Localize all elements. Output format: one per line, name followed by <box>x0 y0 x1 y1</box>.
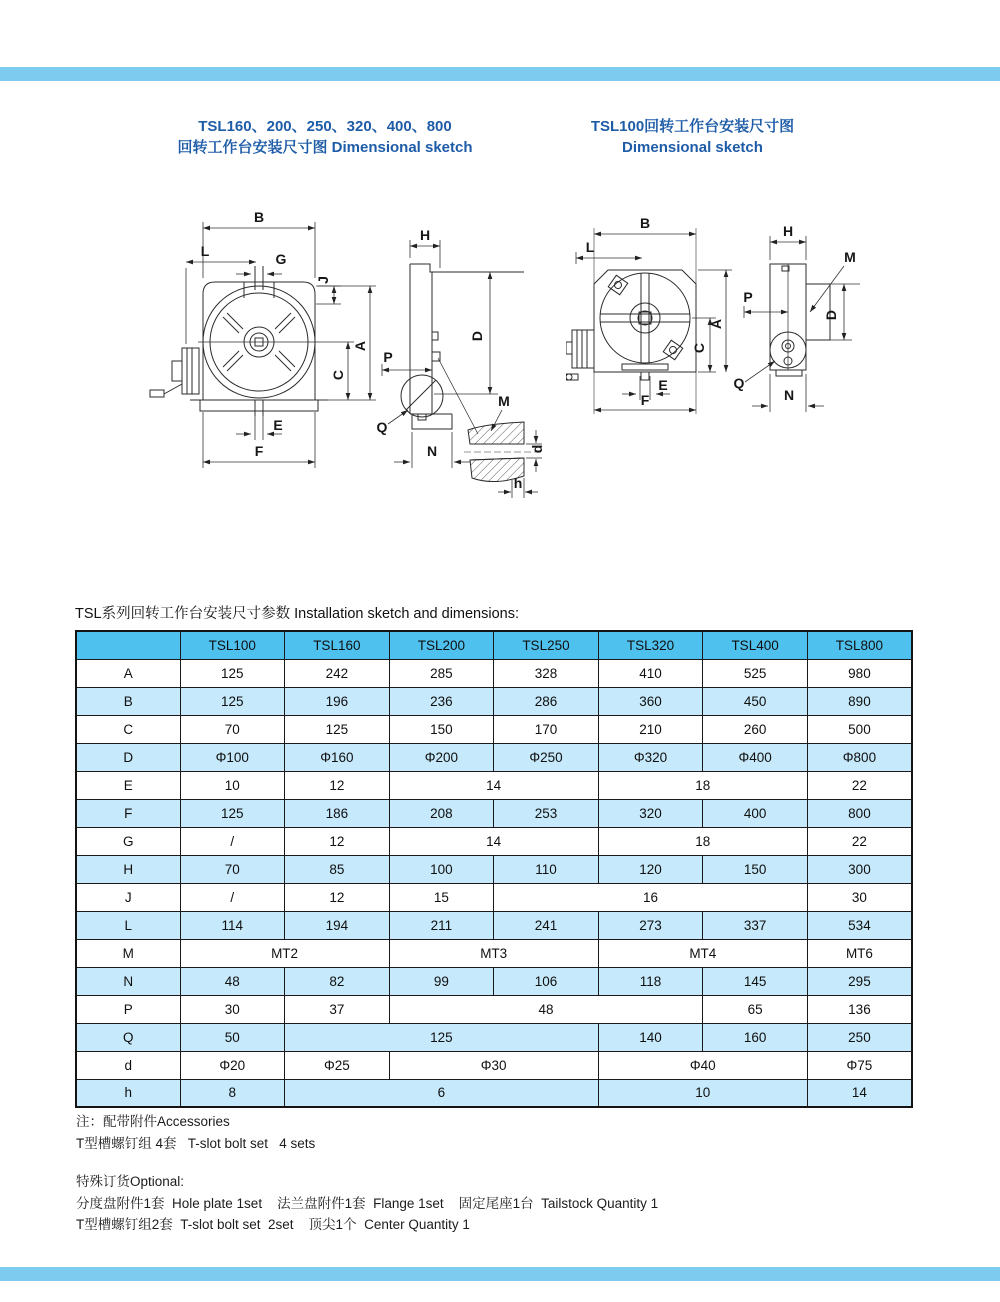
value-cell: Φ20 <box>180 1051 285 1079</box>
value-cell: 250 <box>807 1023 912 1051</box>
dim-label-G: G <box>275 251 287 267</box>
dim-label-P: P <box>743 289 753 305</box>
table-row <box>76 715 912 743</box>
row-label: d <box>76 1051 180 1079</box>
value-cell: 30 <box>180 995 285 1023</box>
value-cell: 980 <box>807 659 912 687</box>
front-view-small-drawing <box>566 214 736 419</box>
value-cell: MT6 <box>807 939 912 967</box>
dim-label-C: C <box>330 369 346 381</box>
value-cell: 120 <box>598 855 703 883</box>
dim-label-C: C <box>691 342 707 354</box>
dim-label-A: A <box>352 340 368 352</box>
value-cell: 18 <box>598 827 807 855</box>
value-cell: 110 <box>494 855 599 883</box>
value-cell: Φ250 <box>494 743 599 771</box>
table-row <box>76 967 912 995</box>
dim-label-A: A <box>708 318 724 330</box>
value-cell: 194 <box>285 911 390 939</box>
value-cell: 136 <box>807 995 912 1023</box>
value-cell: 273 <box>598 911 703 939</box>
table-row <box>76 911 912 939</box>
dim-label-B: B <box>253 209 265 225</box>
value-cell: 48 <box>180 967 285 995</box>
front-view-large-drawing <box>148 198 398 488</box>
value-cell: 99 <box>389 967 494 995</box>
value-cell: 211 <box>389 911 494 939</box>
value-cell: 890 <box>807 687 912 715</box>
table-row <box>76 939 912 967</box>
value-cell: 22 <box>807 827 912 855</box>
table-row <box>76 687 912 715</box>
dim-label-L: L <box>200 243 210 259</box>
value-cell: 525 <box>703 659 808 687</box>
value-cell: 260 <box>703 715 808 743</box>
row-label: C <box>76 715 180 743</box>
row-label: E <box>76 771 180 799</box>
note-optional-line1: 分度盘附件1套 Hole plate 1set 法兰盘附件1套 Flange 1set 固定尾座1台 Tailstock Quantity 1 <box>76 1196 659 1211</box>
value-cell: 10 <box>180 771 285 799</box>
value-cell: / <box>180 883 285 911</box>
value-cell: 170 <box>494 715 599 743</box>
value-cell: 125 <box>180 687 285 715</box>
value-cell: 800 <box>807 799 912 827</box>
dim-label-Q: Q <box>733 375 745 391</box>
dimensions-table <box>75 630 913 1108</box>
value-cell: 328 <box>494 659 599 687</box>
dim-label-d: d <box>529 444 545 454</box>
dim-label-F: F <box>640 392 650 408</box>
row-label: N <box>76 967 180 995</box>
dim-label-N: N <box>783 387 795 403</box>
value-cell: 140 <box>598 1023 703 1051</box>
value-cell: 114 <box>180 911 285 939</box>
sketch-front-view-small <box>566 214 736 424</box>
side-view-small-drawing <box>732 220 882 420</box>
value-cell: 360 <box>598 687 703 715</box>
bottom-accent-bar <box>0 1267 1000 1281</box>
value-cell: Φ800 <box>807 743 912 771</box>
table-row <box>76 1079 912 1107</box>
value-cell: 160 <box>703 1023 808 1051</box>
table-row <box>76 799 912 827</box>
row-label: D <box>76 743 180 771</box>
value-cell: 208 <box>389 799 494 827</box>
value-cell: 242 <box>285 659 390 687</box>
dim-label-L: L <box>585 239 595 255</box>
value-cell: 50 <box>180 1023 285 1051</box>
value-cell: 295 <box>807 967 912 995</box>
value-cell: 70 <box>180 855 285 883</box>
dim-label-J: J <box>315 276 331 284</box>
value-cell: 286 <box>494 687 599 715</box>
value-cell: MT2 <box>180 939 389 967</box>
row-label: H <box>76 855 180 883</box>
value-cell: Φ200 <box>389 743 494 771</box>
dim-label-M: M <box>844 249 856 265</box>
column-header: TSL200 <box>389 631 494 659</box>
dim-label-Q: Q <box>376 419 388 435</box>
value-cell: Φ30 <box>389 1051 598 1079</box>
value-cell: 82 <box>285 967 390 995</box>
table-row <box>76 883 912 911</box>
column-header: TSL100 <box>180 631 285 659</box>
heading-tsl100 <box>525 116 860 158</box>
note-optional-title: 特殊订货Optional: <box>76 1174 185 1189</box>
dim-label-h: h <box>513 475 523 491</box>
dim-label-B: B <box>639 215 651 231</box>
table-title: TSL系列回转工作台安装尺寸参数 Installation sketch and dimensions: <box>75 606 519 622</box>
value-cell: 12 <box>285 883 390 911</box>
row-label: F <box>76 799 180 827</box>
value-cell: 125 <box>285 715 390 743</box>
value-cell: 65 <box>703 995 808 1023</box>
value-cell: MT3 <box>389 939 598 967</box>
dim-label-D: D <box>823 309 839 321</box>
row-label: B <box>76 687 180 715</box>
value-cell: MT4 <box>598 939 807 967</box>
value-cell: 450 <box>703 687 808 715</box>
value-cell: 106 <box>494 967 599 995</box>
row-label: J <box>76 883 180 911</box>
note-accessories-line2: T型槽螺钉组 4套 T-slot bolt set 4 sets <box>76 1136 316 1151</box>
table-row <box>76 771 912 799</box>
value-cell: 14 <box>389 827 598 855</box>
table-row <box>76 827 912 855</box>
value-cell: 70 <box>180 715 285 743</box>
dims-header-row <box>76 631 912 659</box>
value-cell: 30 <box>807 883 912 911</box>
side-view-large-drawing <box>372 224 547 504</box>
value-cell: 125 <box>180 659 285 687</box>
top-accent-bar <box>0 67 1000 81</box>
row-label: M <box>76 939 180 967</box>
value-cell: 48 <box>389 995 703 1023</box>
value-cell: Φ160 <box>285 743 390 771</box>
value-cell: 241 <box>494 911 599 939</box>
note-optional-line2: T型槽螺钉组2套 T-slot bolt set 2set 顶尖1个 Center Quantity 1 <box>76 1217 470 1232</box>
dim-label-M: M <box>498 393 510 409</box>
table-row <box>76 995 912 1023</box>
heading-tsl160-series <box>130 116 520 158</box>
value-cell: 337 <box>703 911 808 939</box>
value-cell: 85 <box>285 855 390 883</box>
value-cell: Φ400 <box>703 743 808 771</box>
dim-label-N: N <box>426 443 438 459</box>
value-cell: 210 <box>598 715 703 743</box>
dims-body <box>76 659 912 1107</box>
value-cell: 22 <box>807 771 912 799</box>
value-cell: 125 <box>180 799 285 827</box>
sketch-front-view-large <box>148 198 398 493</box>
table-row <box>76 855 912 883</box>
value-cell: 15 <box>389 883 494 911</box>
column-header: TSL160 <box>285 631 390 659</box>
table-row <box>76 1051 912 1079</box>
heading-line1: TSL160、200、250、320、400、800 <box>198 118 452 135</box>
dim-label-H: H <box>782 223 794 239</box>
dim-label-H: H <box>419 227 431 243</box>
dim-label-E: E <box>658 377 668 393</box>
value-cell: 400 <box>703 799 808 827</box>
row-label: Q <box>76 1023 180 1051</box>
table-row <box>76 743 912 771</box>
heading-line2: Dimensional sketch <box>622 139 763 156</box>
note-accessories-line1: 注：配带附件Accessories <box>76 1114 230 1129</box>
heading-line1: TSL100回转工作台安装尺寸图 <box>590 118 795 135</box>
dim-label-P: P <box>383 349 393 365</box>
row-label: P <box>76 995 180 1023</box>
value-cell: 300 <box>807 855 912 883</box>
row-label: h <box>76 1079 180 1107</box>
value-cell: Φ75 <box>807 1051 912 1079</box>
value-cell: Φ320 <box>598 743 703 771</box>
sketch-side-view-large <box>372 224 547 509</box>
value-cell: 14 <box>389 771 598 799</box>
value-cell: 6 <box>285 1079 599 1107</box>
value-cell: 196 <box>285 687 390 715</box>
value-cell: Φ100 <box>180 743 285 771</box>
value-cell: 236 <box>389 687 494 715</box>
value-cell: 534 <box>807 911 912 939</box>
value-cell: 145 <box>703 967 808 995</box>
value-cell: 150 <box>703 855 808 883</box>
value-cell: 150 <box>389 715 494 743</box>
value-cell: 253 <box>494 799 599 827</box>
row-label: G <box>76 827 180 855</box>
value-cell: 100 <box>389 855 494 883</box>
dim-label-D: D <box>469 330 485 342</box>
sketch-side-view-small <box>732 220 882 425</box>
value-cell: 125 <box>285 1023 599 1051</box>
value-cell: 500 <box>807 715 912 743</box>
table-row <box>76 1023 912 1051</box>
value-cell: 14 <box>807 1079 912 1107</box>
dim-label-E: E <box>273 417 283 433</box>
value-cell: 410 <box>598 659 703 687</box>
value-cell: 285 <box>389 659 494 687</box>
row-label: A <box>76 659 180 687</box>
value-cell: 37 <box>285 995 390 1023</box>
heading-line2: 回转工作台安装尺寸图 Dimensional sketch <box>177 139 473 156</box>
table-row <box>76 659 912 687</box>
value-cell: 320 <box>598 799 703 827</box>
value-cell: 16 <box>494 883 808 911</box>
value-cell: 118 <box>598 967 703 995</box>
value-cell: 18 <box>598 771 807 799</box>
value-cell: 12 <box>285 771 390 799</box>
value-cell: Φ40 <box>598 1051 807 1079</box>
dim-label-F: F <box>254 443 264 459</box>
column-header <box>76 631 180 659</box>
row-label: L <box>76 911 180 939</box>
value-cell: 186 <box>285 799 390 827</box>
value-cell: Φ25 <box>285 1051 390 1079</box>
column-header: TSL320 <box>598 631 703 659</box>
value-cell: 12 <box>285 827 390 855</box>
value-cell: / <box>180 827 285 855</box>
column-header: TSL250 <box>494 631 599 659</box>
column-header: TSL400 <box>703 631 808 659</box>
value-cell: 8 <box>180 1079 285 1107</box>
column-header: TSL800 <box>807 631 912 659</box>
value-cell: 10 <box>598 1079 807 1107</box>
